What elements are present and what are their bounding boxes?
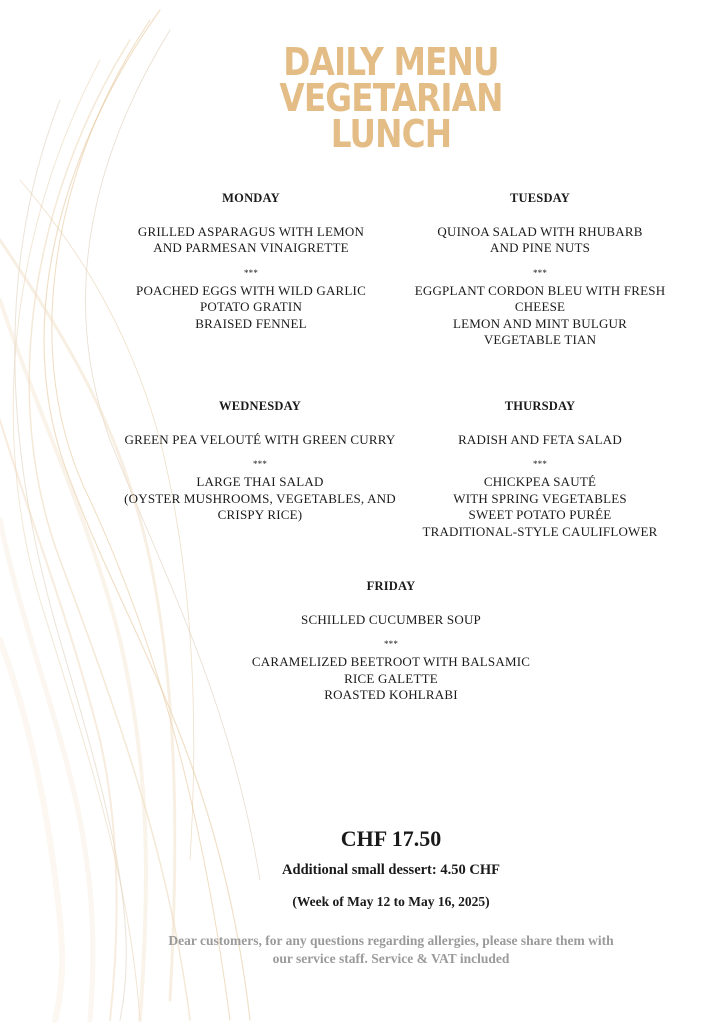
menu-line: POTATO GRATIN [199,299,303,314]
day-heading: TUESDAY [510,191,570,205]
menu-line: RICE GALETTE [344,670,438,686]
separator: *** [532,267,548,278]
menu-line: GRILLED ASPARAGUS WITH LEMON [137,223,365,239]
menu-line: LEMON AND MINT BULGUR [452,315,628,331]
menu-line: GREEN PEA VELOUTÉ WITH GREEN CURRY [124,431,396,447]
day-tuesday [389,190,691,349]
menu-line: CHEESE [514,299,566,314]
day-thursday [389,398,691,540]
menu-line: VEGETABLE TIAN [483,332,597,347]
menu-line: WITH SPRING VEGETABLES [453,490,627,506]
menu-line: RADISH AND FETA SALAD [458,431,622,447]
menu-line: SCHILLED CUCUMBER SOUP [301,611,481,627]
day-monday [100,190,402,332]
menu-line: CARAMELIZED BEETROOT WITH BALSAMIC [251,654,531,669]
day-heading: WEDNESDAY [219,399,301,413]
menu-line: SWEET POTATO PURÉE [468,507,612,522]
menu-line: POACHED EGGS WITH WILD GARLIC [136,282,366,298]
menu-title [0,40,724,156]
note-line: our service staff. Service & VAT included [272,951,510,966]
separator: *** [243,267,259,278]
menu-line: LARGE THAI SALAD [196,474,324,489]
menu-line: EGGPLANT CORDON BLEU WITH FRESH [414,282,666,298]
note-line: Dear customers, for any questions regarding allergies, please share them with [168,933,614,948]
menu-line: CHICKPEA SAUTÉ [483,474,597,489]
menu-line: TRADITIONAL-STYLE CAULIFLOWER [422,523,658,539]
day-wednesday [100,398,420,524]
separator: *** [383,639,399,649]
separator: *** [252,459,268,469]
menu-line: CRISPY RICE) [217,507,303,522]
title-line: DAILY MENU [283,40,499,84]
day-friday [211,578,571,704]
week-range: (Week of May 12 to May 16, 2025) [292,894,490,909]
menu-line: QUINOA SALAD WITH RHUBARB [437,223,643,239]
separator: *** [532,459,548,469]
price: CHF 17.50 [340,826,442,851]
menu-line: BRAISED FENNEL [195,315,307,331]
allergy-note [0,932,724,968]
dessert-price: Additional small dessert: 4.50 CHF [282,862,500,878]
day-heading: MONDAY [222,191,280,205]
menu-line: AND PINE NUTS [489,240,591,255]
day-heading: FRIDAY [366,579,416,593]
day-heading: THURSDAY [504,399,576,413]
menu-line: ROASTED KOHLRABI [324,687,458,702]
title-line: LUNCH [330,112,452,156]
menu-line: AND PARMESAN VINAIGRETTE [153,240,349,255]
title-line: VEGETARIAN [279,76,503,120]
menu-line: (OYSTER MUSHROOMS, VEGETABLES, AND [124,490,396,506]
